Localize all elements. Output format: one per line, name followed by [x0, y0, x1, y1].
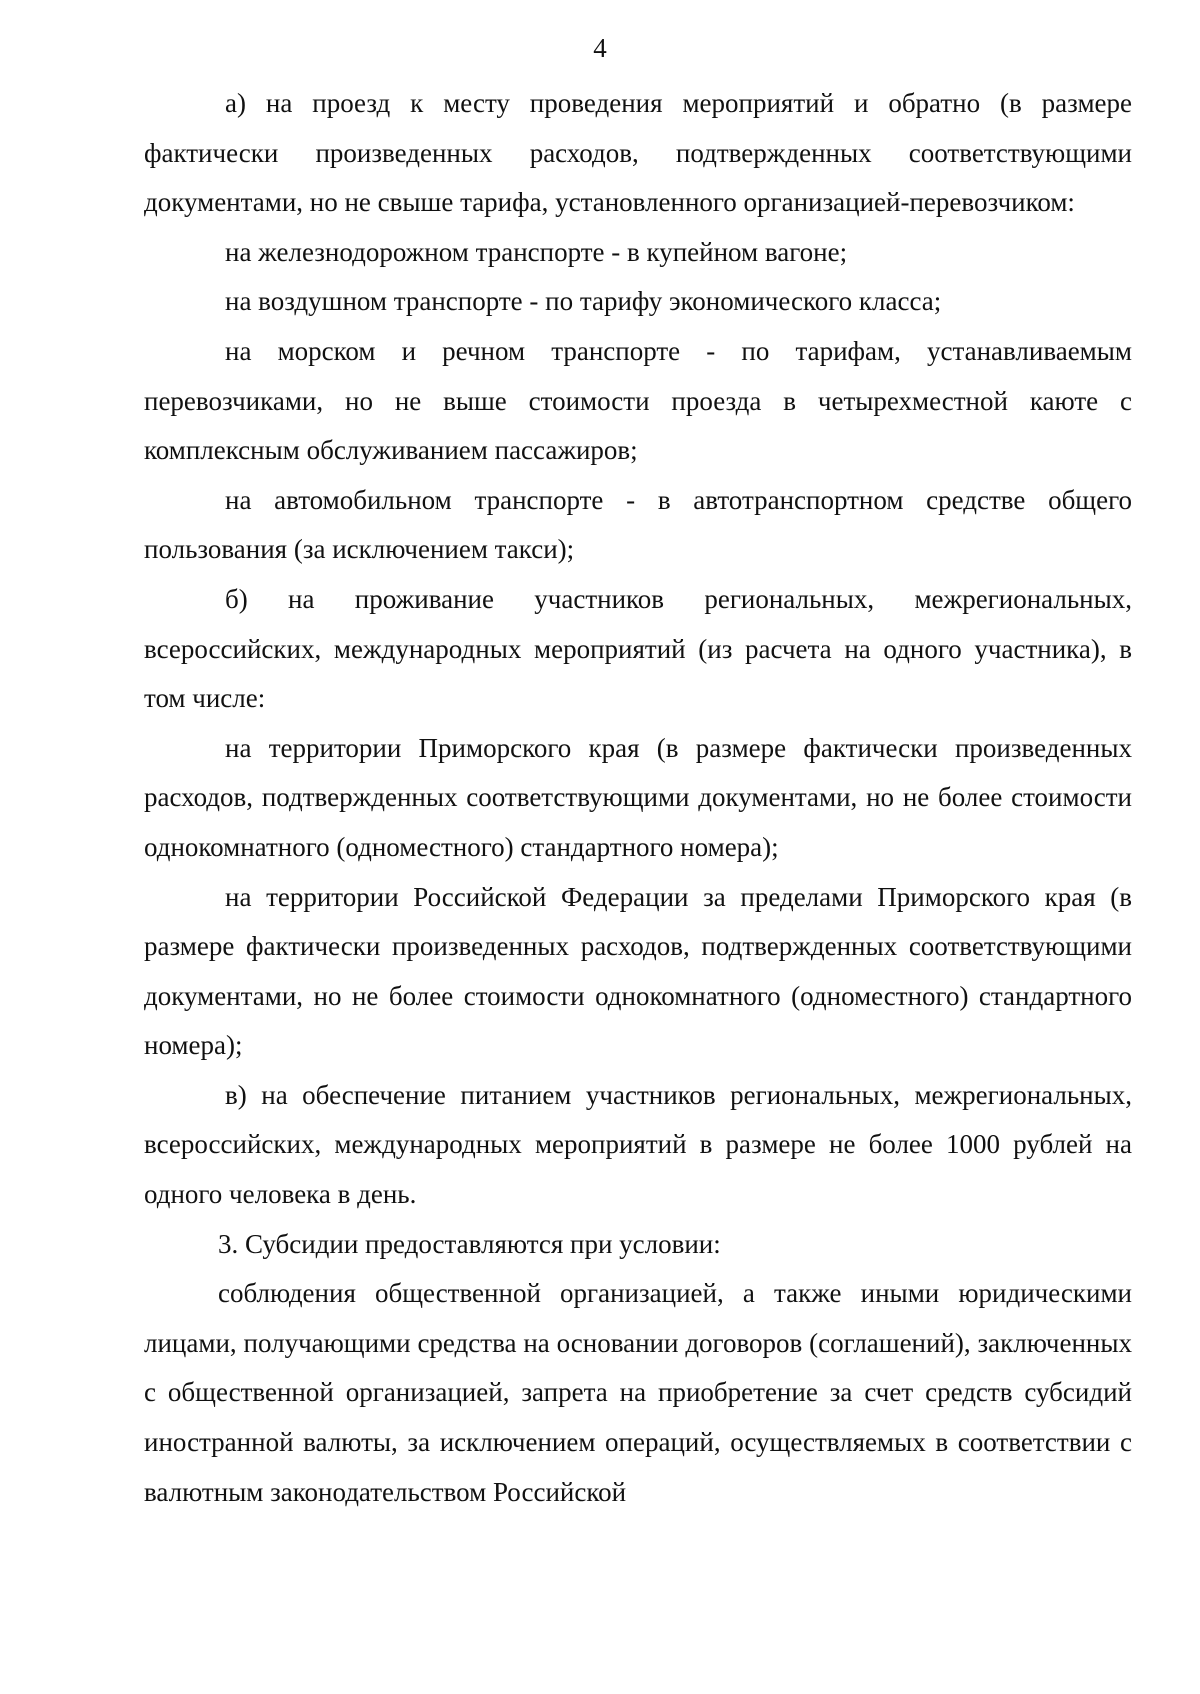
paragraph-automobile: на автомобильном транспорте - в автотранспортном средстве общего пользования (за исключением такси);	[144, 484, 1132, 565]
paragraph-v-meals: в) на обеспечение питанием участников региональных, межрегиональных, всероссийских, международных мероприятий в размере не более 1000 рублей на одного человека в день.	[144, 1079, 1132, 1210]
paragraph-russian-federation: на территории Российской Федерации за пределами Приморского края (в размере фактически произведенных расходов, подтвержденных соответствующими документами, но не более стоимости однокомнатного (одноместного) стандартного номера);	[144, 881, 1132, 1061]
page-number: 4	[593, 33, 607, 63]
paragraph-sea-river: на морском и речном транспорте - по тарифам, устанавливаемым перевозчиками, но не выше стоимости проезда в четырехместной каюте с комплексным обслуживанием пассажиров;	[144, 335, 1132, 466]
document-body	[144, 79, 1132, 1517]
paragraph-a-travel: а) на проезд к месту проведения мероприятий и обратно (в размере фактически произведенных расходов, подтвержденных соответствующими документами, но не свыше тарифа, установленного организацией-перевозчиком:	[144, 88, 1132, 218]
paragraph-air: на воздушном транспорте - по тарифу экономического класса;	[225, 286, 942, 317]
paragraph-primorsky: на территории Приморского края (в размере фактически произведенных расходов, подтвержденных соответствующими документами, но не более стоимости однокомнатного (одноместного) стандартного номера);	[144, 732, 1132, 862]
paragraph-railway: на железнодорожном транспорте - в купейном вагоне;	[225, 236, 848, 267]
paragraph-currency-condition: соблюдения общественной организацией, а также иными юридическими лицами, получающими средства на основании договоров (соглашений), заключенных с общественной организацией, запрета на приобретение за счет средств субсидий иностранной валюты, за исключением операций, осуществляемых в соответствии с валютным законодательством Российской	[144, 1278, 1132, 1507]
paragraph-section-3: 3. Субсидии предоставляются при условии:	[218, 1228, 721, 1259]
paragraph-b-accommodation: б) на проживание участников региональных, межрегиональных, всероссийских, международных мероприятий (из расчета на одного участника), в том числе:	[144, 583, 1132, 714]
